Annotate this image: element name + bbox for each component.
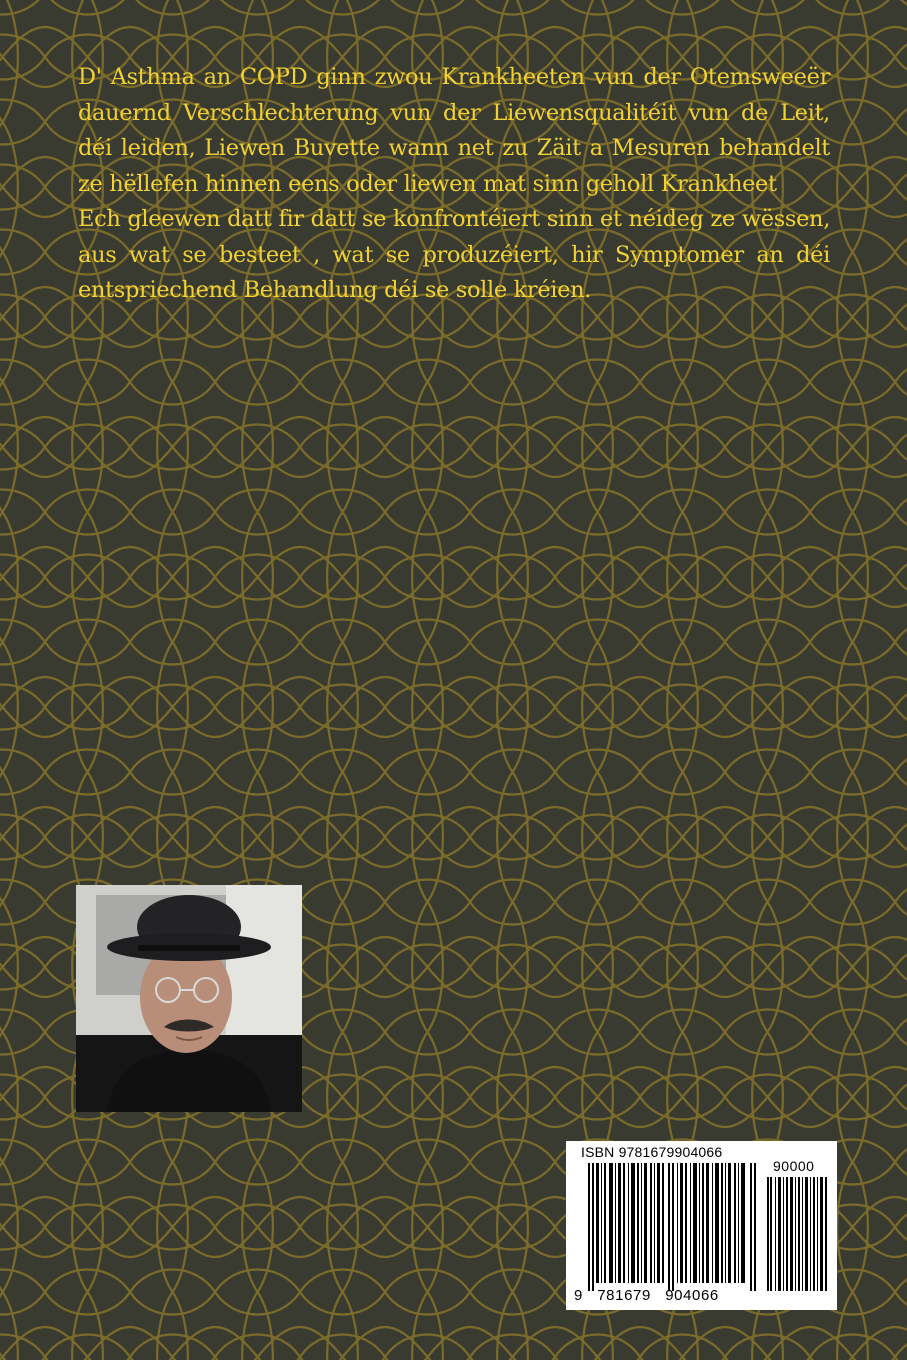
ean13-bars bbox=[588, 1163, 756, 1291]
barcode-addon-label: 90000 bbox=[773, 1158, 815, 1174]
isbn-barcode bbox=[566, 1141, 837, 1310]
addon-bars bbox=[767, 1177, 827, 1291]
blurb-paragraph-1: D' Asthma an COPD ginn zwou Krankheeten vun der Otemsweeër dauernd Verschlechterung vun der Liewensqualitéit vun de Leit, déi leiden, Liewen Buvette wann net zu Zäit a Mesuren behandelt ze hëllefen hinnen eens oder liewen mat sinn geholl Krankheet bbox=[78, 64, 830, 197]
isbn-label: ISBN 9781679904066 bbox=[581, 1144, 723, 1160]
blurb-paragraph-2: Ech gleewen datt fir datt se konfrontéiert sinn et néideg ze wëssen, aus wat se besteet , wat se produzéiert, hir Symptomer an déi entspriechend Behandlung déi se solle kréien. bbox=[78, 206, 830, 303]
author-photo bbox=[76, 885, 302, 1112]
ean-digits: 9 781679 904066 bbox=[574, 1287, 719, 1304]
back-cover-blurb bbox=[78, 60, 830, 309]
